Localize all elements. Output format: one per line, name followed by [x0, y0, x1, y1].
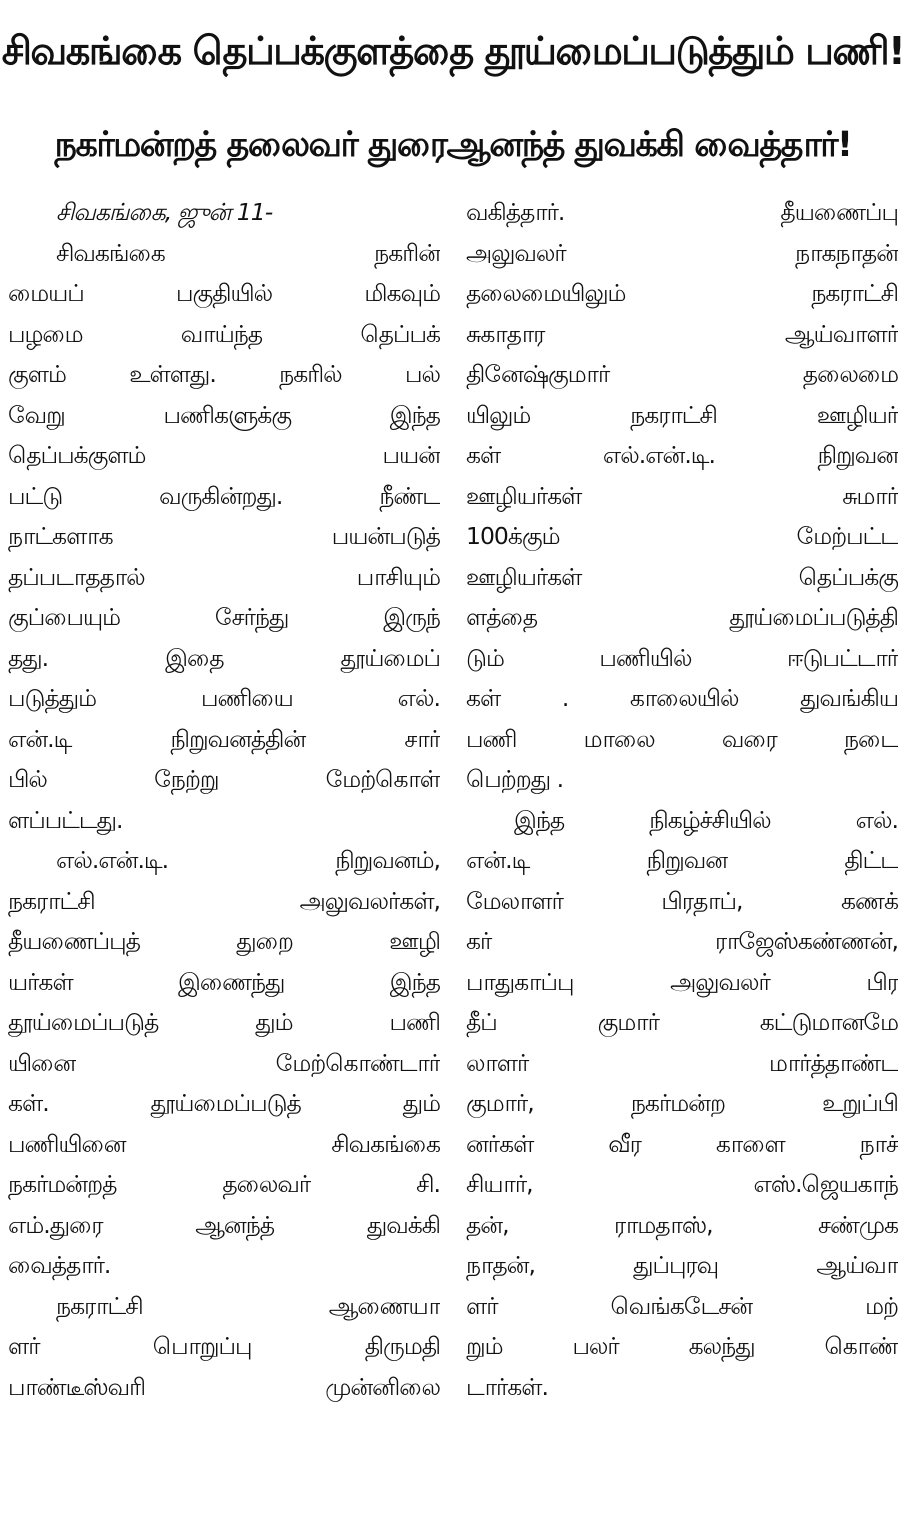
- text-line: தன், ராமதாஸ், சண்முக: [466, 1210, 898, 1239]
- text-line: பட்டு வருகின்றது. நீண்ட: [8, 481, 440, 510]
- text-line: வகித்தார். தீயணைப்பு: [466, 198, 898, 226]
- text-line: மையப் பகுதியில் மிகவும்: [8, 279, 440, 307]
- text-line: கள் . காலையில் துவங்கிய: [466, 684, 898, 712]
- text-line: ஊழியர்கள் தெப்பக்கு: [466, 562, 898, 591]
- text-line: பழமை வாய்ந்த தெப்பக்: [8, 319, 440, 348]
- text-line: தினேஷ்குமார் தலைமை: [466, 360, 898, 388]
- text-line: படுத்தும் பணியை எல்.: [8, 684, 440, 712]
- text-line: யினை மேற்கொண்டார்: [8, 1048, 440, 1077]
- subheadline: நகர்மன்றத் தலைவர் துரைஆனந்த் துவக்கி வைத்தார்!: [54, 125, 852, 165]
- text-line: எல்.என்.டி. நிறுவனம்,: [56, 846, 440, 874]
- text-line: டும் பணியில் ஈடுபட்டார்: [466, 643, 898, 672]
- text-line: கள். தூய்மைப்படுத் தும்: [8, 1089, 440, 1117]
- text-line: தது. இதை தூய்மைப்: [8, 643, 440, 672]
- article-column-right: [466, 192, 898, 1407]
- text-line: பாண்டீஸ்வரி முன்னிலை: [8, 1372, 440, 1401]
- text-line: பாதுகாப்பு அலுவலர் பிர: [466, 967, 898, 996]
- text-line: தூய்மைப்படுத் தும் பணி: [8, 1008, 440, 1036]
- text-line: குளம் உள்ளது. நகரில் பல்: [8, 360, 440, 388]
- text-line: தீப் குமார் கட்டுமானமே: [466, 1008, 898, 1036]
- text-line: லாளர் மார்த்தாண்ட: [466, 1048, 898, 1077]
- text-line: எம்.துரை ஆனந்த் துவக்கி: [8, 1210, 440, 1239]
- text-line: தெப்பக்குளம் பயன்: [8, 441, 440, 469]
- text-line: குப்பையும் சேர்ந்து இருந்: [8, 603, 440, 631]
- article-column-left: [8, 192, 440, 1407]
- text-line: ளப்பட்டது.: [8, 805, 123, 834]
- text-line: நகராட்சி அலுவலர்கள்,: [8, 886, 440, 915]
- text-line: சுகாதார ஆய்வாளர்: [466, 319, 898, 348]
- text-line: தீயணைப்புத் துறை ஊழி: [8, 927, 440, 955]
- text-line: யர்கள் இணைந்து இந்த: [8, 967, 440, 996]
- text-line: னர்கள் வீர காளை நாச்: [466, 1129, 898, 1158]
- text-line: குமார், நகர்மன்ற உறுப்பி: [466, 1089, 898, 1117]
- text-line: கர் ராஜேஸ்கண்ணன்,: [466, 927, 898, 955]
- dateline: சிவகங்கை, ஜுன் 11-: [56, 198, 273, 226]
- text-line: தப்படாததால் பாசியும்: [8, 562, 440, 591]
- headline: சிவகங்கை தெப்பக்குளத்தை தூய்மைப்படுத்தும் பணி!: [1, 29, 905, 74]
- text-line: தலைமையிலும் நகராட்சி: [466, 279, 898, 307]
- text-line: ளர் பொறுப்பு திருமதி: [8, 1332, 440, 1360]
- text-line: மேலாளர் பிரதாப், கணக்: [466, 886, 898, 915]
- text-line: கள் எல்.என்.டி. நிறுவன: [466, 441, 898, 469]
- text-line: ஊழியர்கள் சுமார்: [466, 481, 898, 510]
- text-line: அலுவலர் நாகநாதன்: [466, 238, 898, 267]
- text-line: இந்த நிகழ்ச்சியில் எல்.: [514, 805, 898, 834]
- text-line: றும் பலர் கலந்து கொண்: [466, 1332, 898, 1360]
- text-line: யிலும் நகராட்சி ஊழியர்: [466, 400, 898, 429]
- text-line: 100க்கும் மேற்பட்ட: [466, 522, 898, 550]
- text-line: ளர் வெங்கடேசன் மற்: [466, 1291, 898, 1320]
- text-line: ளத்தை தூய்மைப்படுத்தி: [466, 603, 898, 631]
- text-line: சியார், எஸ்.ஜெயகாந்: [466, 1170, 898, 1198]
- text-line: என்.டி நிறுவன திட்ட: [466, 846, 898, 874]
- text-line: சிவகங்கை நகரின்: [56, 238, 440, 267]
- text-line: பில் நேற்று மேற்கொள்: [8, 765, 440, 793]
- text-line: நகராட்சி ஆணையா: [56, 1291, 440, 1320]
- text-line: நாட்களாக பயன்படுத்: [8, 522, 440, 550]
- text-line: பெற்றது .: [466, 765, 564, 793]
- text-line: பணி மாலை வரை நடை: [466, 724, 898, 753]
- text-line: நாதன், துப்புரவு ஆய்வா: [466, 1251, 898, 1279]
- text-line: என்.டி நிறுவனத்தின் சார்: [8, 724, 440, 753]
- text-line: நகர்மன்றத் தலைவர் சி.: [8, 1170, 440, 1198]
- text-line: வைத்தார்.: [8, 1251, 111, 1279]
- text-line: வேறு பணிகளுக்கு இந்த: [8, 400, 440, 429]
- text-line: டார்கள்.: [466, 1372, 548, 1401]
- text-line: பணியினை சிவகங்கை: [8, 1129, 440, 1158]
